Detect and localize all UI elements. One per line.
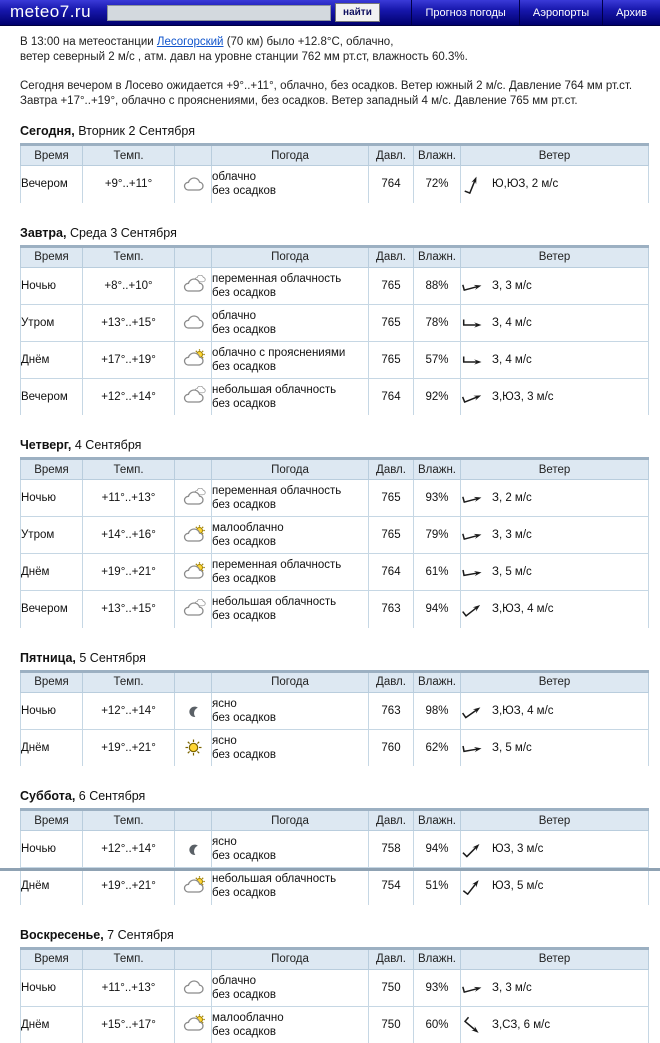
temperature-range: +15°..+17° (83, 1006, 175, 1043)
moon-icon (185, 705, 201, 717)
weather-line2: без осадков (212, 849, 368, 863)
col-header-humidity: Влажн. (414, 948, 461, 969)
cloud-sun-icon (179, 880, 208, 892)
wind-text: З, 5 м/с (492, 566, 532, 578)
pressure-value: 760 (369, 729, 414, 766)
forecast-row (21, 692, 649, 729)
weather-line2: без осадков (212, 286, 368, 300)
cloud-sun-icon (179, 1019, 208, 1031)
col-header-wind: Ветер (461, 671, 649, 692)
time-of-day: Ночью (21, 692, 83, 729)
time-of-day: Ночью (21, 969, 83, 1006)
wind-text: З,ЮЗ, 4 м/с (492, 705, 554, 717)
weather-line1: ясно (212, 697, 368, 711)
col-header-icon (175, 459, 212, 480)
col-header-temp: Темп. (83, 948, 175, 969)
weather-description (212, 692, 369, 729)
forecast-table (20, 808, 649, 905)
day-section (0, 438, 660, 628)
table-header-row (21, 145, 649, 166)
wind-text: З, 4 м/с (492, 354, 532, 366)
wind-direction-icon (461, 875, 483, 897)
humidity-value: 60% (414, 1006, 461, 1043)
time-of-day: Утром (21, 304, 83, 341)
wind-text: З,СЗ, 6 м/с (492, 1019, 550, 1031)
current-conditions (20, 35, 635, 65)
time-of-day: Ночью (21, 267, 83, 304)
col-header-pressure: Давл. (369, 948, 414, 969)
nav-item-airports[interactable]: Аэропорты (519, 0, 602, 25)
day-title: Пятница, 5 Сентября (20, 651, 660, 665)
col-header-humidity: Влажн. (414, 246, 461, 267)
weather-line2: без осадков (212, 360, 368, 374)
weather-description (212, 517, 369, 554)
weather-line2: без осадков (212, 748, 368, 762)
wind-cell (461, 554, 649, 591)
col-header-humidity: Влажн. (414, 671, 461, 692)
time-of-day: Утром (21, 517, 83, 554)
weather-line2: без осадков (212, 498, 368, 512)
wind-cell (461, 1006, 649, 1043)
pressure-value: 765 (369, 480, 414, 517)
col-header-wind: Ветер (461, 948, 649, 969)
weather-description (212, 868, 369, 905)
cloud-icon (179, 317, 208, 329)
weather-line1: небольшая облачность (212, 595, 368, 609)
col-header-temp: Темп. (83, 246, 175, 267)
col-header-weather: Погода (212, 145, 369, 166)
pressure-value: 764 (369, 166, 414, 203)
weather-description (212, 166, 369, 203)
col-header-weather: Погода (212, 810, 369, 831)
wind-cell (461, 517, 649, 554)
wind-text: ЮЗ, 5 м/с (492, 880, 543, 892)
wind-cell (461, 267, 649, 304)
col-header-time: Время (21, 948, 83, 969)
cloud-sun-icon (179, 354, 208, 366)
col-header-icon (175, 145, 212, 166)
wind-cell (461, 591, 649, 628)
time-of-day: Вечером (21, 166, 83, 203)
nav-item-archive[interactable]: Архив (602, 0, 660, 25)
time-of-day: Днём (21, 868, 83, 905)
search-button[interactable]: найти (335, 3, 380, 22)
table-header-row (21, 810, 649, 831)
weather-description (212, 304, 369, 341)
time-of-day: Ночью (21, 480, 83, 517)
col-header-wind: Ветер (461, 246, 649, 267)
wind-direction-icon (461, 977, 483, 999)
pressure-value: 764 (369, 554, 414, 591)
wind-text: З, 3 м/с (492, 280, 532, 292)
station-link[interactable]: Лесогорский (157, 36, 224, 48)
forecast-row (21, 378, 649, 415)
clouds-icon (179, 603, 208, 615)
day-title: Суббота, 6 Сентября (20, 789, 660, 803)
conditions-text-line2: ветер северный 2 м/с , атм. давл на уровне станции 762 мм рт.ст, влажность 60.3%. (20, 51, 468, 63)
wind-text: З,ЮЗ, 3 м/с (492, 391, 554, 403)
weather-description (212, 341, 369, 378)
wind-text: З, 4 м/с (492, 317, 532, 329)
col-header-pressure: Давл. (369, 246, 414, 267)
humidity-value: 62% (414, 729, 461, 766)
wind-cell (461, 729, 649, 766)
weather-line1: ясно (212, 835, 368, 849)
forecast-table (20, 457, 649, 628)
forecast-table (20, 143, 649, 203)
col-header-temp: Темп. (83, 671, 175, 692)
wind-cell (461, 341, 649, 378)
pressure-value: 763 (369, 692, 414, 729)
wind-direction-icon (461, 349, 483, 371)
wind-direction-icon (461, 561, 483, 583)
col-header-pressure: Давл. (369, 145, 414, 166)
col-header-icon (175, 948, 212, 969)
col-header-icon (175, 246, 212, 267)
pressure-value: 765 (369, 517, 414, 554)
temperature-range: +8°..+10° (83, 267, 175, 304)
pressure-value: 750 (369, 1006, 414, 1043)
humidity-value: 51% (414, 868, 461, 905)
clouds-icon (179, 280, 208, 292)
wind-cell (461, 378, 649, 415)
wind-direction-icon (461, 386, 483, 408)
weather-line2: без осадков (212, 323, 368, 337)
content (0, 35, 660, 1043)
temperature-range: +11°..+13° (83, 969, 175, 1006)
day-section (0, 124, 660, 203)
col-header-humidity: Влажн. (414, 810, 461, 831)
day-section (0, 651, 660, 767)
wind-direction-icon (461, 737, 483, 759)
pressure-value: 765 (369, 267, 414, 304)
forecast-row (21, 341, 649, 378)
forecast-row (21, 166, 649, 203)
wind-text: Ю,ЮЗ, 2 м/с (492, 178, 558, 190)
moon-icon (185, 843, 201, 855)
col-header-time: Время (21, 246, 83, 267)
weather-line2: без осадков (212, 535, 368, 549)
temperature-range: +11°..+13° (83, 480, 175, 517)
temperature-range: +12°..+14° (83, 378, 175, 415)
wind-text: З, 3 м/с (492, 529, 532, 541)
pressure-value: 765 (369, 304, 414, 341)
cloud-icon (179, 178, 208, 190)
conditions-text-post: (70 км) было +12.8°C, облачно, (224, 36, 394, 48)
col-header-weather: Погода (212, 246, 369, 267)
humidity-value: 98% (414, 692, 461, 729)
weather-line1: небольшая облачность (212, 872, 368, 886)
weather-line1: переменная облачность (212, 272, 368, 286)
table-header-row (21, 246, 649, 267)
cloud-icon (179, 982, 208, 994)
temperature-range: +19°..+21° (83, 554, 175, 591)
day-section (0, 226, 660, 416)
pressure-value: 765 (369, 341, 414, 378)
wind-cell (461, 692, 649, 729)
forecast-row (21, 1006, 649, 1043)
nav-item-forecast[interactable]: Прогноз погоды (411, 0, 518, 25)
table-header-row (21, 459, 649, 480)
wind-direction-icon (461, 1014, 483, 1036)
site-logo[interactable]: meteo7.ru (0, 2, 107, 24)
clouds-icon (179, 391, 208, 403)
temperature-range: +19°..+21° (83, 729, 175, 766)
col-header-wind: Ветер (461, 145, 649, 166)
temperature-range: +13°..+15° (83, 591, 175, 628)
cloud-sun-icon (179, 529, 208, 541)
col-header-icon (175, 671, 212, 692)
pressure-value: 758 (369, 831, 414, 868)
temperature-range: +9°..+11° (83, 166, 175, 203)
time-of-day: Ночью (21, 831, 83, 868)
weather-line1: облачно (212, 974, 368, 988)
weather-description (212, 591, 369, 628)
forecast-table (20, 670, 649, 767)
table-header-row (21, 671, 649, 692)
wind-direction-icon (461, 700, 483, 722)
forecast-summary: Сегодня вечером в Лосево ожидается +9°..+11°, облачно, без осадков. Ветер южный 2 м/с. Давление 764 мм рт.ст. Завтра +17°..+19°, облачно с прояснениями, без осадков. Ветер западный 4 м/с. Давление 765 мм рт.ст. (20, 79, 635, 109)
col-header-time: Время (21, 810, 83, 831)
col-header-temp: Темп. (83, 145, 175, 166)
top-bar (0, 0, 660, 26)
wind-direction-icon (461, 275, 483, 297)
weather-line2: без осадков (212, 609, 368, 623)
humidity-value: 72% (414, 166, 461, 203)
col-header-temp: Темп. (83, 459, 175, 480)
weather-line1: переменная облачность (212, 558, 368, 572)
col-header-weather: Погода (212, 948, 369, 969)
table-header-row (21, 948, 649, 969)
forecast-row (21, 868, 649, 905)
forecast-row (21, 267, 649, 304)
day-section (0, 789, 660, 905)
col-header-temp: Темп. (83, 810, 175, 831)
day-title: Четверг, 4 Сентября (20, 438, 660, 452)
col-header-icon (175, 810, 212, 831)
weather-line1: ясно (212, 734, 368, 748)
wind-text: ЮЗ, 3 м/с (492, 843, 543, 855)
pressure-value: 750 (369, 969, 414, 1006)
col-header-pressure: Давл. (369, 810, 414, 831)
weather-line1: переменная облачность (212, 484, 368, 498)
humidity-value: 92% (414, 378, 461, 415)
forecast-row (21, 831, 649, 868)
weather-description (212, 729, 369, 766)
sun-icon (183, 742, 204, 754)
temperature-range: +12°..+14° (83, 692, 175, 729)
weather-description (212, 1006, 369, 1043)
col-header-pressure: Давл. (369, 459, 414, 480)
forecast-row (21, 591, 649, 628)
forecast-days (0, 124, 660, 1043)
wind-cell (461, 831, 649, 868)
weather-description (212, 378, 369, 415)
forecast-row (21, 729, 649, 766)
humidity-value: 88% (414, 267, 461, 304)
forecast-row (21, 517, 649, 554)
col-header-weather: Погода (212, 671, 369, 692)
col-header-time: Время (21, 671, 83, 692)
humidity-value: 94% (414, 831, 461, 868)
weather-line1: малооблачно (212, 1011, 368, 1025)
pressure-value: 763 (369, 591, 414, 628)
humidity-value: 93% (414, 969, 461, 1006)
weather-line1: небольшая облачность (212, 383, 368, 397)
weather-line1: малооблачно (212, 521, 368, 535)
weather-description (212, 831, 369, 868)
weather-line2: без осадков (212, 1025, 368, 1039)
temperature-range: +19°..+21° (83, 868, 175, 905)
time-of-day: Днём (21, 341, 83, 378)
weather-description (212, 267, 369, 304)
humidity-value: 57% (414, 341, 461, 378)
time-of-day: Днём (21, 554, 83, 591)
weather-description (212, 554, 369, 591)
wind-text: З, 5 м/с (492, 742, 532, 754)
wind-text: З,ЮЗ, 4 м/с (492, 603, 554, 615)
pressure-value: 754 (369, 868, 414, 905)
search-input[interactable] (107, 5, 331, 21)
wind-direction-icon (461, 487, 483, 509)
col-header-time: Время (21, 459, 83, 480)
humidity-value: 94% (414, 591, 461, 628)
weather-line1: облачно с прояснениями (212, 346, 368, 360)
day-section (0, 928, 660, 1043)
weather-line1: облачно (212, 170, 368, 184)
day-title: Завтра, Среда 3 Сентября (20, 226, 660, 240)
time-of-day: Вечером (21, 591, 83, 628)
wind-direction-icon (461, 838, 483, 860)
forecast-row (21, 554, 649, 591)
pressure-value: 764 (369, 378, 414, 415)
col-header-time: Время (21, 145, 83, 166)
col-header-humidity: Влажн. (414, 459, 461, 480)
col-header-wind: Ветер (461, 810, 649, 831)
weather-line2: без осадков (212, 886, 368, 900)
wind-cell (461, 480, 649, 517)
humidity-value: 79% (414, 517, 461, 554)
weather-line2: без осадков (212, 184, 368, 198)
main-nav (411, 0, 660, 25)
forecast-row (21, 304, 649, 341)
weather-description (212, 480, 369, 517)
weather-description (212, 969, 369, 1006)
wind-cell (461, 868, 649, 905)
temperature-range: +14°..+16° (83, 517, 175, 554)
weather-line2: без осадков (212, 397, 368, 411)
weather-line2: без осадков (212, 572, 368, 586)
weather-line2: без осадков (212, 711, 368, 725)
weather-line2: без осадков (212, 988, 368, 1002)
humidity-value: 78% (414, 304, 461, 341)
wind-direction-icon (461, 312, 483, 334)
cloud-sun-icon (179, 566, 208, 578)
clouds-icon (179, 492, 208, 504)
humidity-value: 93% (414, 480, 461, 517)
day-title: Сегодня, Вторник 2 Сентября (20, 124, 660, 138)
wind-direction-icon (461, 173, 483, 195)
wind-text: З, 2 м/с (492, 492, 532, 504)
col-header-humidity: Влажн. (414, 145, 461, 166)
day-title: Воскресенье, 7 Сентября (20, 928, 660, 942)
time-of-day: Днём (21, 1006, 83, 1043)
forecast-row (21, 480, 649, 517)
humidity-value: 61% (414, 554, 461, 591)
wind-direction-icon (461, 524, 483, 546)
forecast-table (20, 947, 649, 1043)
forecast-row (21, 969, 649, 1006)
time-of-day: Днём (21, 729, 83, 766)
col-header-weather: Погода (212, 459, 369, 480)
temperature-range: +17°..+19° (83, 341, 175, 378)
forecast-table (20, 245, 649, 416)
col-header-wind: Ветер (461, 459, 649, 480)
wind-direction-icon (461, 598, 483, 620)
wind-cell (461, 969, 649, 1006)
temperature-range: +12°..+14° (83, 831, 175, 868)
wind-cell (461, 304, 649, 341)
wind-text: З, 3 м/с (492, 982, 532, 994)
col-header-pressure: Давл. (369, 671, 414, 692)
temperature-range: +13°..+15° (83, 304, 175, 341)
wind-cell (461, 166, 649, 203)
time-of-day: Вечером (21, 378, 83, 415)
weather-line1: облачно (212, 309, 368, 323)
conditions-text-pre: В 13:00 на метеостанции (20, 36, 157, 48)
